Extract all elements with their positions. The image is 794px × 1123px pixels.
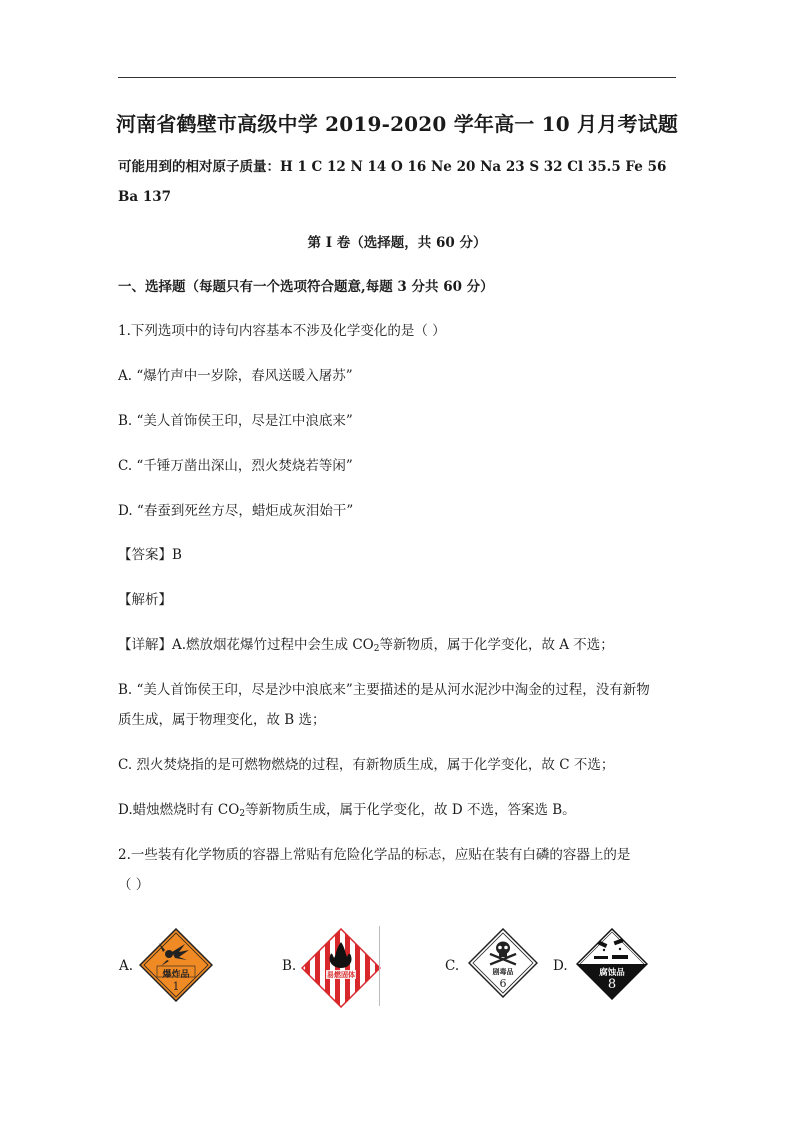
explosive-sign	[139, 928, 213, 1002]
toxic-sign	[468, 928, 538, 998]
flammable-solid-sign	[301, 928, 381, 1008]
answer-label: 【答案】B	[118, 547, 182, 563]
subscript: 2	[373, 644, 380, 654]
option-b-label: B.	[282, 958, 297, 974]
detail-a-text-end: 等新物质，属于化学变化，故 A 不选；	[379, 637, 614, 653]
question-2-stem: 2.一些装有化学物质的容器上常贴有危险化学品的标志，应贴在装有白磷的容器上的是	[118, 847, 631, 863]
question-1-option-d: D. “春蚕到死丝方尽，蜡炬成灰泪始干”	[118, 503, 354, 519]
question-2-stem-paren: （ ）	[118, 877, 150, 893]
page-title: 河南省鹤壁市高级中学 2019-2020 学年高一 10 月月考试题	[115, 112, 679, 136]
question-1-stem: 1.下列选项中的诗句内容基本不涉及化学变化的是（ ）	[118, 323, 446, 339]
explosive-sign-number: 1	[172, 980, 180, 993]
detail-a	[118, 636, 614, 654]
question-1-option-a: A. “爆竹声中一岁除，春风送暖入屠苏”	[118, 368, 353, 384]
detail-d-text: D.蜡烛燃烧时有 CO	[118, 802, 240, 818]
section-heading: 一、选择题（每题只有一个选项符合题意,每题 3 分共 60 分）	[118, 279, 494, 295]
top-rule	[118, 77, 676, 78]
analysis-label: 【解析】	[118, 592, 172, 608]
option-d-label: D.	[553, 958, 568, 974]
toxic-sign-number: 6	[499, 977, 507, 990]
detail-d	[118, 801, 576, 819]
question-1-option-c: C. “千锤万凿出深山，烈火焚烧若等闲”	[118, 458, 353, 474]
detail-d-text-end: 等新物质生成，属于化学变化，故 D 不选，答案选 B。	[245, 802, 576, 818]
option-a-label: A.	[119, 958, 134, 974]
detail-b-line-2: 质生成，属于物理变化，故 B 选；	[118, 712, 326, 728]
atomic-mass-line: 可能用到的相对原子质量：H 1 C 12 N 14 O 16 Ne 20 Na 23 S 32 Cl 35.5 Fe 56	[118, 159, 667, 175]
flammable-solid-diamond-icon	[301, 928, 381, 1008]
corrosive-sign-number: 8	[607, 977, 617, 992]
corrosive-sign	[576, 928, 648, 1000]
subscript: 2	[239, 809, 246, 819]
flammable-solid-sign-label: 易燃固体	[327, 971, 355, 979]
question-1-option-b: B. “美人首饰侯王印，尽是江中浪底来”	[118, 413, 353, 429]
corrosive-sign-label: 腐蚀品	[599, 968, 625, 978]
detail-b-line-1: B. “美人首饰侯王印，尽是沙中浪底来”主要描述的是从河水泥沙中淘金的过程，没有新物	[118, 682, 650, 698]
explosive-sign-label: 爆炸品	[162, 970, 190, 980]
image-edge	[379, 926, 380, 1006]
detail-c: C. 烈火焚烧指的是可燃物燃烧的过程，有新物质生成，属于化学变化，故 C 不选；	[118, 757, 615, 773]
detail-a-text: 【详解】A.燃放烟花爆竹过程中会生成 CO	[118, 637, 374, 653]
atomic-mass-line-2: Ba 137	[118, 189, 172, 205]
option-c-label: C.	[445, 958, 460, 974]
volume-heading: 第 I 卷（选择题，共 60 分）	[307, 235, 487, 251]
toxic-sign-label: 剧毒品	[492, 968, 514, 976]
